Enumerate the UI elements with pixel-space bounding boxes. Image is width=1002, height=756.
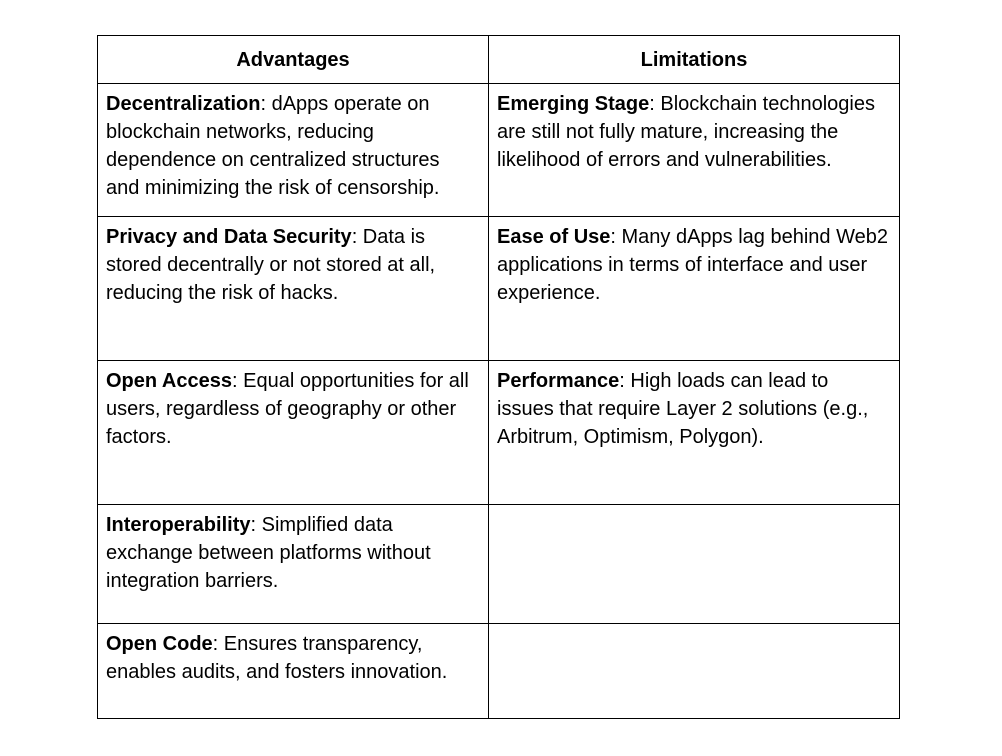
advantage-text: : dApps operate on blockchain networks, reducing dependence on centralized structures and minimizing the risk of censorship. (106, 93, 440, 199)
advantage-text: : Equal opportunities for all users, regardless of geography or other factors. (106, 370, 469, 448)
advantage-cell (98, 217, 489, 361)
advantage-text: : Data is stored decentrally or not stored at all, reducing the risk of hacks. (106, 226, 436, 304)
table-row (98, 84, 900, 217)
table-row (98, 217, 900, 361)
table-row (98, 505, 900, 624)
column-header-limitations: Limitations (489, 36, 900, 84)
limitation-cell (489, 84, 900, 217)
advantage-term: Interoperability (106, 514, 251, 536)
advantage-cell (98, 624, 489, 719)
advantage-term: Decentralization (106, 93, 261, 115)
advantage-term: Open Access (106, 370, 232, 392)
limitation-text: : Many dApps lag behind Web2 applications in terms of interface and user experience. (497, 226, 888, 304)
column-header-advantages: Advantages (98, 36, 489, 84)
advantage-text: : Simplified data exchange between platforms without integration barriers. (106, 514, 431, 592)
advantage-term: Open Code (106, 633, 213, 655)
limitation-text: : High loads can lead to issues that require Layer 2 solutions (e.g., Arbitrum, Optimism, Polygon). (497, 370, 869, 448)
limitation-cell (489, 624, 900, 719)
limitation-term: Performance (497, 370, 620, 392)
limitation-text: : Blockchain technologies are still not fully mature, increasing the likelihood of errors and vulnerabilities. (497, 93, 875, 171)
table-row (98, 361, 900, 505)
table-row (98, 624, 900, 719)
advantage-cell (98, 84, 489, 217)
advantage-cell (98, 505, 489, 624)
limitation-term: Ease of Use (497, 226, 611, 248)
table-header-row (98, 36, 900, 84)
limitation-cell (489, 505, 900, 624)
advantage-text: : Ensures transparency, enables audits, and fosters innovation. (106, 633, 448, 683)
limitation-cell (489, 217, 900, 361)
advantage-cell (98, 361, 489, 505)
limitation-term: Emerging Stage (497, 93, 650, 115)
advantages-limitations-table (97, 35, 900, 719)
advantage-term: Privacy and Data Security (106, 226, 352, 248)
limitation-cell (489, 361, 900, 505)
